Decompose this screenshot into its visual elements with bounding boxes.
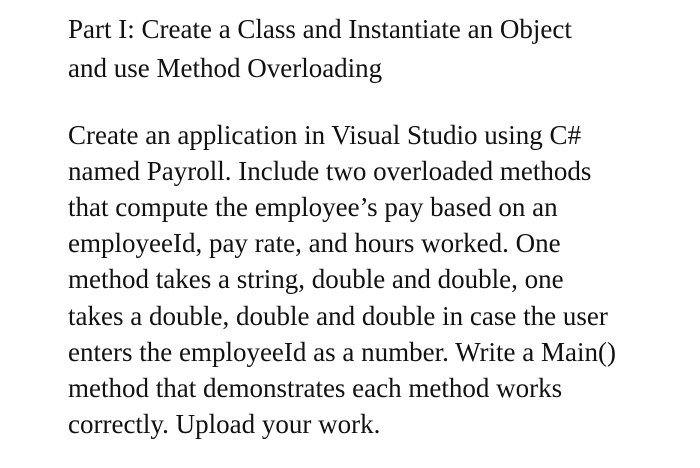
body-line-3: that compute the employee’s pay based on an (68, 192, 558, 222)
body-line-7: enters the employeeId as a number. Write a Main() (68, 337, 616, 367)
body-line-1: Create an application in Visual Studio using C# (68, 120, 582, 150)
heading-line-2: and use Method Overloading (68, 53, 383, 83)
body-line-9: correctly. Upload your work. (68, 409, 381, 439)
heading-line-1: Part I: Create a Class and Instantiate an Object (68, 14, 572, 44)
body-line-8: method that demonstrates each method works (68, 373, 563, 403)
body-line-2: named Payroll. Include two overloaded methods (68, 156, 592, 186)
body-line-6: takes a double, double and double in case the user (68, 301, 608, 331)
body-line-5: method takes a string, double and double, one (68, 264, 564, 294)
body-line-4: employeeId, pay rate, and hours worked. One (68, 228, 561, 258)
